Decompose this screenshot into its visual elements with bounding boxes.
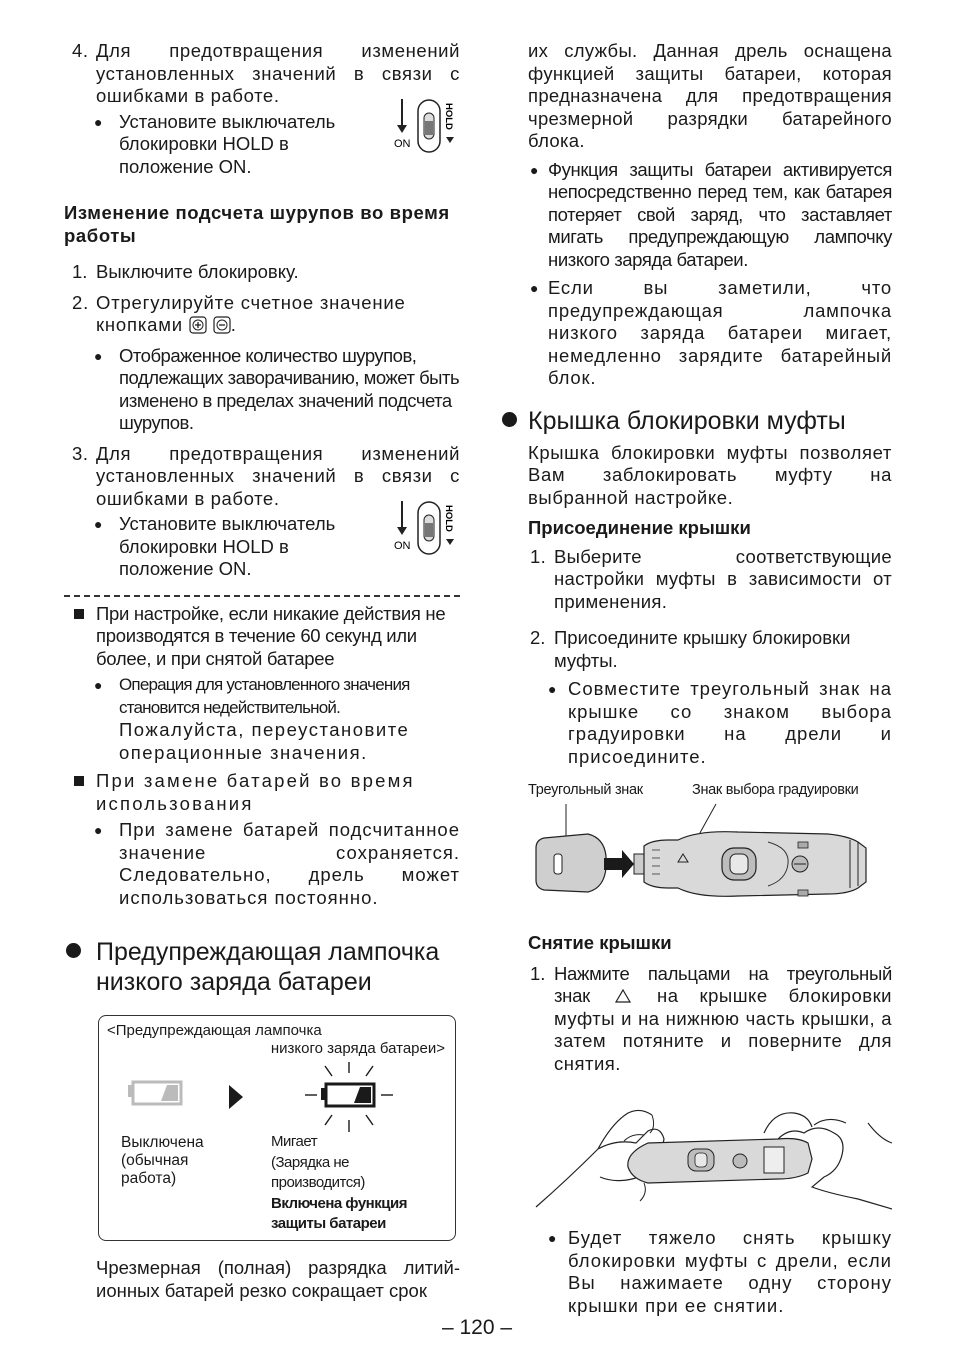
bullet-dot: ● xyxy=(94,822,104,838)
hold-label: HOLD xyxy=(443,505,454,532)
heading-text: Предупреждающая лампочка низкого заряда батареи xyxy=(96,938,440,996)
drill-remove-illustration xyxy=(528,1083,892,1219)
step-text: на крышке блокировки муфты и на нижнюю часть крышки, а затем потяните и поверните для снятия. xyxy=(554,985,893,1074)
hold-switch-figure xyxy=(394,499,460,561)
battery-blinking-icon xyxy=(301,1060,397,1138)
attach-step-1 xyxy=(528,546,892,614)
bullet-text: Функция защиты батареи активируется непосредственно перед тем, как батарея потеряет свой заряд, что заставляет мигать предупреждающую лампочку низкого заряда батареи. xyxy=(548,158,892,270)
plus-button-icon xyxy=(189,316,207,334)
hold-row-2 xyxy=(64,505,460,581)
battery-lamp-panel xyxy=(98,1015,456,1241)
heading-bullet xyxy=(66,943,81,958)
scale-mark-label: Знак выбора градуировки xyxy=(692,782,859,798)
minus-button-icon xyxy=(213,316,231,334)
protection-bullet-1 xyxy=(528,159,892,272)
step-text: Для предотвращения изменений установленных значений в связи с ошибками в работе. xyxy=(96,442,460,509)
step-2-bullet xyxy=(64,345,460,435)
blink-label-line: производится) xyxy=(271,1174,365,1191)
step-text: Выключите блокировку. xyxy=(96,261,299,282)
triangle-mark-label: Треугольный знак xyxy=(528,782,643,798)
remove-bullet xyxy=(528,1227,892,1317)
step-number: 2. xyxy=(72,291,90,313)
bullet-text: Операция для установленного значения становится недействительной. xyxy=(119,675,410,717)
bullet-text: Совместите треугольный знак на крышке со знаком выбора градуировки на дрели и присоедините. xyxy=(568,678,892,767)
on-label: ON xyxy=(394,540,411,552)
attach-figure xyxy=(528,778,892,924)
left-column xyxy=(64,40,460,1302)
bullet-text: Если вы заметили, что предупреждающая лампочка низкого заряда батареи мигает, немедленно зарядите батарейный блок. xyxy=(548,277,892,388)
arrow-right-icon xyxy=(227,1084,245,1110)
bullet-text: Установите выключатель блокировки HOLD в положение ON. xyxy=(119,513,336,579)
heading-low-battery-lamp xyxy=(64,937,460,997)
blink-state-label xyxy=(271,1132,407,1235)
triangle-mark-icon xyxy=(614,988,632,1004)
step-number: 1. xyxy=(72,261,88,282)
note-text: При настройке, если никакие действия не производятся в течение 60 секунд или более, и при снятой батарее xyxy=(96,602,446,669)
remove-step-1 xyxy=(528,963,892,1076)
bullet-dot: ● xyxy=(94,677,103,693)
heading-bullet xyxy=(502,412,517,427)
continuation-paragraph: их службы. Данная дрель оснащена функцией защиты батареи, которая предназначена для предотвращения чрезмерной разрядки батарейного блока. xyxy=(528,40,892,151)
panel-title-line: низкого заряда батареи> xyxy=(270,1040,445,1057)
dashed-divider xyxy=(64,595,460,597)
bullet-dot: ● xyxy=(94,516,103,532)
off-label-line: работа) xyxy=(121,1170,177,1187)
note-2-bullet xyxy=(64,819,460,909)
cover-intro: Крышка блокировки муфты позволяет Вам заблокировать муфту на выбранной настройке. xyxy=(528,441,892,508)
bullet-text: Установите выключатель блокировки HOLD в положение ON. xyxy=(119,110,336,177)
step-text: Присоедините крышку блокировки муфты. xyxy=(554,627,851,671)
heading-text: Крышка блокировки муфты xyxy=(528,406,846,435)
blink-label-line: Мигает xyxy=(271,1133,318,1150)
hold-row-1 xyxy=(64,102,460,179)
hold-label: HOLD xyxy=(443,102,454,130)
bullet-text: Будет тяжело снять крышку блокировки муфты с дрели, если Вы нажимаете одну сторону крышки при ее снятии. xyxy=(568,1227,892,1316)
bullet-text: При замене батарей подсчитанное значение сохраняется. Следовательно, дрель может использоваться постоянно. xyxy=(119,819,460,908)
bullet-dot: ● xyxy=(530,280,540,296)
bullet-text: Отображенное количество шурупов, подлежащих заворачиванию, может быть изменено в пределах значений подсчета шурупов. xyxy=(119,344,460,433)
step-text: Отрегулируйте счетное значение кнопками xyxy=(96,291,406,335)
protect-label-line: Включена функция xyxy=(271,1194,407,1212)
off-label-line: (обычная xyxy=(121,1152,189,1169)
note-1-bullet xyxy=(64,674,460,764)
attach-heading: Присоединение крышки xyxy=(528,517,751,538)
step-number: 1. xyxy=(530,962,546,984)
note-text: При замене батарей во время использования xyxy=(96,770,415,814)
heading-count-change: Изменение подсчета шурупов во время работы xyxy=(64,202,450,246)
bullet-dot: ● xyxy=(548,681,558,697)
square-bullet xyxy=(74,609,84,619)
attach-step-2 xyxy=(528,627,892,672)
bullet-dot: ● xyxy=(548,1230,558,1246)
protect-label-line: защиты батареи xyxy=(271,1215,386,1232)
bullet-dot: ● xyxy=(94,347,102,364)
drill-attach-illustration xyxy=(528,792,892,922)
step-number: 2. xyxy=(530,627,546,648)
square-bullet xyxy=(74,776,84,786)
bullet-dot: ● xyxy=(530,161,539,178)
note-1 xyxy=(64,603,460,671)
step-text-end: . xyxy=(230,314,237,335)
right-column xyxy=(528,40,892,1317)
attach-step-2-bullet xyxy=(528,678,892,768)
step-1 xyxy=(64,261,460,284)
off-label-line: Выключена xyxy=(121,1134,204,1151)
off-state-label xyxy=(121,1134,204,1188)
remove-heading: Снятие крышки xyxy=(528,932,672,953)
bullet-dot: ● xyxy=(94,113,103,130)
note-2 xyxy=(64,770,460,815)
step-number: 1. xyxy=(530,545,547,567)
closing-paragraph: Чрезмерная (полная) разрядка литий-ионных батарей резко сокращает срок xyxy=(96,1257,460,1301)
hold-switch-figure xyxy=(394,97,460,159)
protection-bullet-2 xyxy=(528,277,892,390)
battery-off-icon xyxy=(125,1080,189,1110)
panel-title-line: <Предупреждающая лампочка xyxy=(107,1022,322,1039)
heading-clutch-lock-cover xyxy=(528,406,892,436)
step-text: Нажмите пальцами на треугольный знак xyxy=(554,962,892,1006)
step-2 xyxy=(64,292,460,337)
step-text: Выберите соответствующие настройки муфты в зависимости от применения. xyxy=(554,545,892,612)
bullet-text: Пожалуйста, переустановите операционные значения. xyxy=(119,719,410,763)
blink-label-line: (Зарядка не xyxy=(271,1153,349,1171)
item-text: Для предотвращения изменений установленных значений в связи с ошибками в работе. xyxy=(96,40,460,106)
panel-title xyxy=(107,1022,445,1058)
item-number: 4. xyxy=(72,40,89,61)
step-number: 3. xyxy=(72,442,89,464)
page-number: – 120 – xyxy=(441,1316,513,1339)
on-label: ON xyxy=(394,137,411,150)
